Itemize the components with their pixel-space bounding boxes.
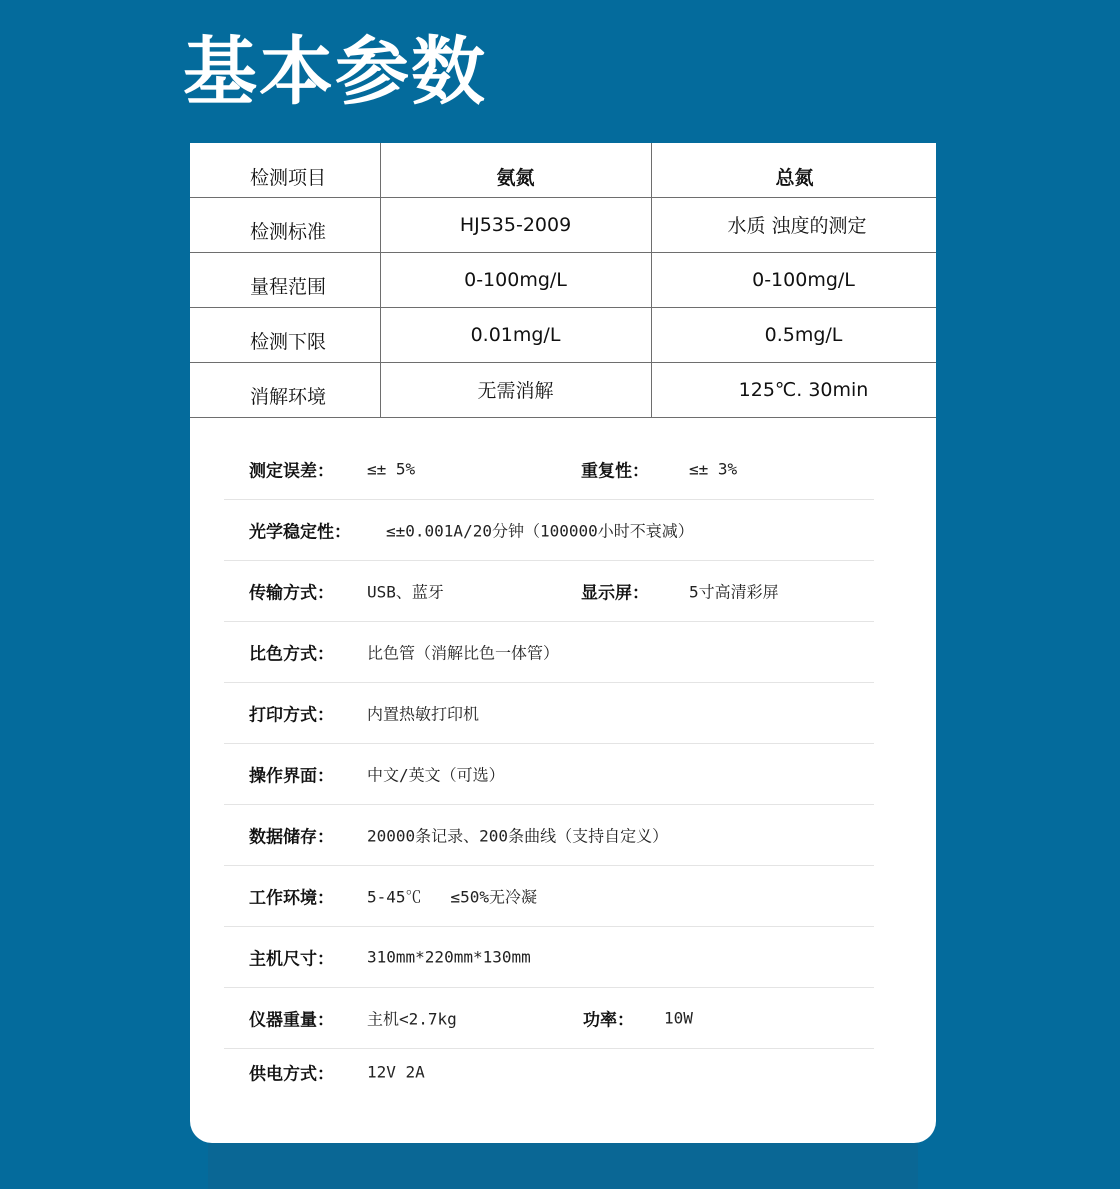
table-cell-total-nitrogen: 125℃. 30min <box>651 362 936 417</box>
param-value-secondary: 10W <box>664 1008 693 1027</box>
table-header-row <box>190 143 936 197</box>
param-row-transmission <box>224 560 874 622</box>
param-label: 打印方式： <box>249 705 334 725</box>
param-row-dimensions <box>224 926 874 988</box>
page-title: 基本参数 <box>183 29 487 115</box>
table-header-ammonia: 氨氮 <box>380 143 651 197</box>
table-header-label: 检测项目 <box>190 143 380 197</box>
table-cell-total-nitrogen: 0-100mg/L <box>651 252 936 307</box>
param-value: USB、蓝牙 <box>367 582 444 601</box>
param-value: 内置热敏打印机 <box>367 704 480 723</box>
table-cell-ammonia: HJ535-2009 <box>380 197 651 252</box>
param-value: ≤± 5% <box>367 459 416 478</box>
param-label: 工作环境： <box>249 888 334 908</box>
table-row <box>190 252 936 307</box>
table-cell-label: 消解环境 <box>190 362 380 417</box>
table-cell-label: 检测标准 <box>190 197 380 252</box>
table-row <box>190 362 936 417</box>
param-value: 5-45℃ ≤50%无冷凝 <box>367 887 537 906</box>
param-label: 传输方式： <box>249 583 334 603</box>
param-value: 12V 2A <box>367 1062 425 1081</box>
param-row-colorimetry <box>224 621 874 683</box>
param-row-accuracy <box>224 438 874 500</box>
param-label-secondary: 显示屏： <box>581 583 649 603</box>
param-label: 光学稳定性： <box>249 522 351 542</box>
spec-table <box>190 143 936 418</box>
bottom-band <box>208 1143 918 1189</box>
param-value: 主机<2.7kg <box>367 1009 457 1028</box>
param-row-weight <box>224 987 874 1049</box>
param-label: 供电方式： <box>249 1064 334 1084</box>
param-label: 测定误差： <box>249 461 334 481</box>
table-cell-label: 检测下限 <box>190 307 380 362</box>
param-row-printing <box>224 682 874 744</box>
param-value: 20000条记录、200条曲线（支持自定义） <box>367 826 669 845</box>
table-cell-total-nitrogen: 水质 浊度的测定 <box>651 197 936 252</box>
param-label: 仪器重量： <box>249 1010 334 1030</box>
param-row-storage <box>224 804 874 866</box>
param-label-secondary: 重复性： <box>581 461 649 481</box>
param-value-secondary: ≤± 3% <box>689 459 738 478</box>
table-cell-total-nitrogen: 0.5mg/L <box>651 307 936 362</box>
param-value: ≤±0.001A/20分钟（100000小时不衰减） <box>386 521 694 540</box>
table-cell-ammonia: 0.01mg/L <box>380 307 651 362</box>
param-row-optical-stability <box>224 499 874 561</box>
table-cell-ammonia: 无需消解 <box>380 362 651 417</box>
param-label: 数据储存： <box>249 827 334 847</box>
table-row <box>190 197 936 252</box>
param-label: 比色方式： <box>249 644 334 664</box>
param-row-interface <box>224 743 874 805</box>
param-value: 比色管（消解比色一体管） <box>367 643 560 662</box>
param-label: 主机尺寸： <box>249 949 334 969</box>
param-value: 中文/英文（可选） <box>367 765 505 784</box>
table-header-total-nitrogen: 总氮 <box>651 143 936 197</box>
table-cell-ammonia: 0-100mg/L <box>380 252 651 307</box>
param-label-secondary: 功率： <box>583 1010 634 1030</box>
param-row-power-supply <box>224 1041 874 1102</box>
param-value: 310mm*220mm*130mm <box>367 947 531 966</box>
param-row-environment <box>224 865 874 927</box>
param-label: 操作界面： <box>249 766 334 786</box>
table-cell-label: 量程范围 <box>190 252 380 307</box>
spec-card <box>190 143 936 1143</box>
param-value-secondary: 5寸高清彩屏 <box>689 582 779 601</box>
table-row <box>190 307 936 362</box>
